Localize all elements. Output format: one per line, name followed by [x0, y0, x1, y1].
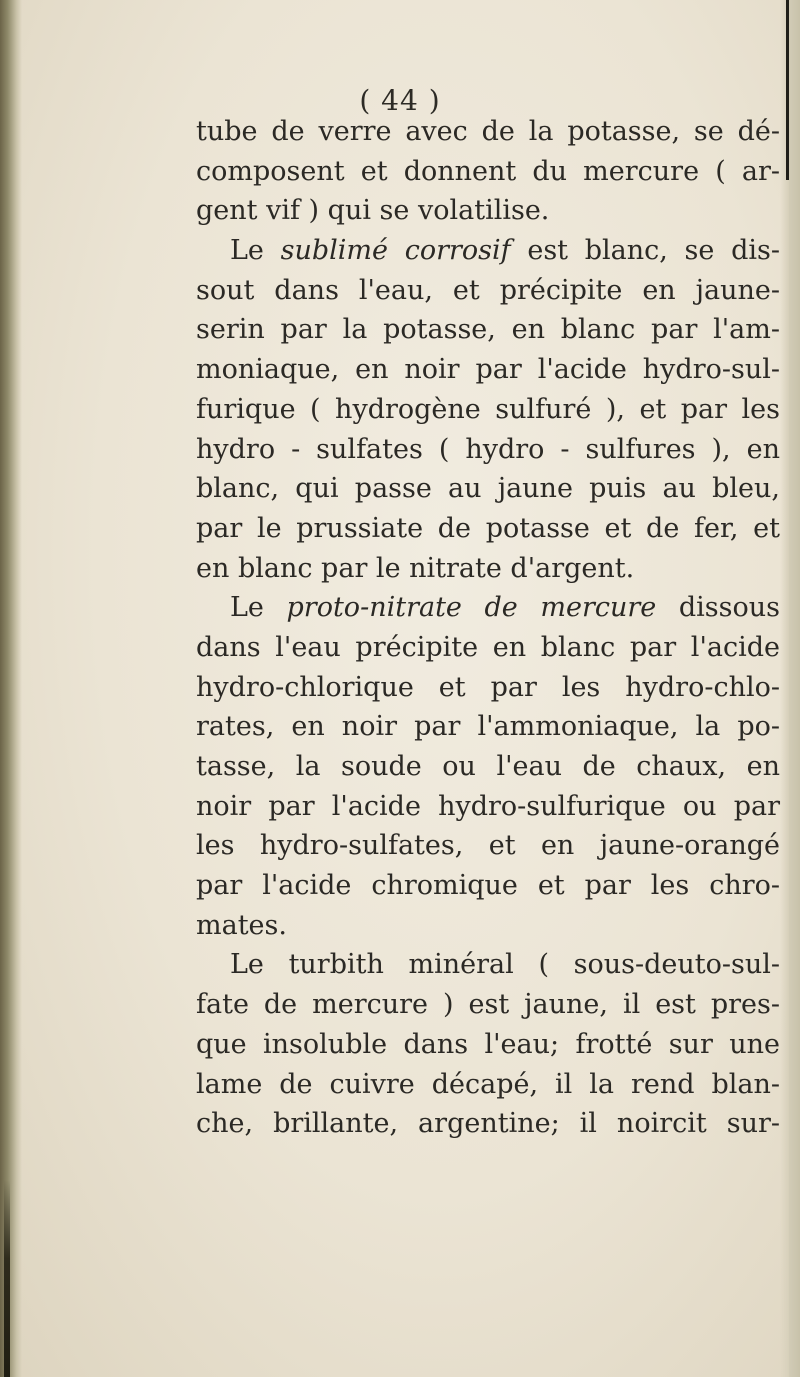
body-text	[196, 112, 780, 1144]
page-edge	[780, 0, 800, 1377]
text-line: sout dans l'eau, et précipite en jaune-	[196, 274, 780, 306]
binding-edge	[0, 0, 22, 1377]
text-line: en blanc par le nitrate d'argent.	[196, 552, 635, 584]
paragraph-start-line: Le proto-nitrate de mercure dissous	[230, 592, 780, 624]
text-line: par le prussiate de potasse et de fer, et	[196, 512, 780, 544]
italic-term: proto-nitrate de mercure	[286, 592, 657, 624]
italic-term: sublimé corrosif	[280, 235, 511, 267]
text-line: dans l'eau précipite en blanc par l'acide	[196, 631, 780, 663]
text-line: fate de mercure ) est jaune, il est pres-	[196, 989, 780, 1021]
text-line: furique ( hydrogène sulfuré ), et par les	[196, 393, 780, 425]
text-line: les hydro-sulfates, et en jaune-orangé	[196, 830, 780, 862]
text-line: che, brillante, argentine; il noircit sur-	[196, 1108, 780, 1140]
paragraph-start-line: Le sublimé corrosif est blanc, se dis-	[230, 235, 780, 267]
text-line: mates.	[196, 909, 287, 941]
text-line: tasse, la soude ou l'eau de chaux, en	[196, 751, 780, 782]
text-line: rates, en noir par l'ammoniaque, la po-	[196, 711, 780, 743]
text-line: serin par la potasse, en blanc par l'am-	[196, 314, 780, 346]
page-number: ( 44 )	[359, 84, 441, 117]
text-line: tube de verre avec de la potasse, se dé-	[196, 116, 780, 147]
text-line: noir par l'acide hydro-sulfurique ou par	[196, 790, 780, 822]
text-line: lame de cuivre décapé, il la rend blan-	[196, 1068, 780, 1100]
text-line: hydro - sulfates ( hydro - sulfures ), en	[196, 433, 780, 465]
text-line: moniaque, en noir par l'acide hydro-sul-	[196, 354, 780, 386]
text-line: composent et donnent du mercure ( ar-	[196, 155, 780, 187]
text-line: que insoluble dans l'eau; frotté sur une	[196, 1028, 780, 1060]
paragraph-start-line: Le turbith minéral ( sous-deuto-sul-	[230, 949, 780, 981]
text-line: par l'acide chromique et par les chro-	[196, 870, 780, 902]
text-line: gent vif ) qui se volatilise.	[196, 195, 550, 227]
text-line: blanc, qui passe au jaune puis au bleu,	[196, 473, 780, 505]
text-line: hydro-chlorique et par les hydro-chlo-	[196, 671, 780, 703]
